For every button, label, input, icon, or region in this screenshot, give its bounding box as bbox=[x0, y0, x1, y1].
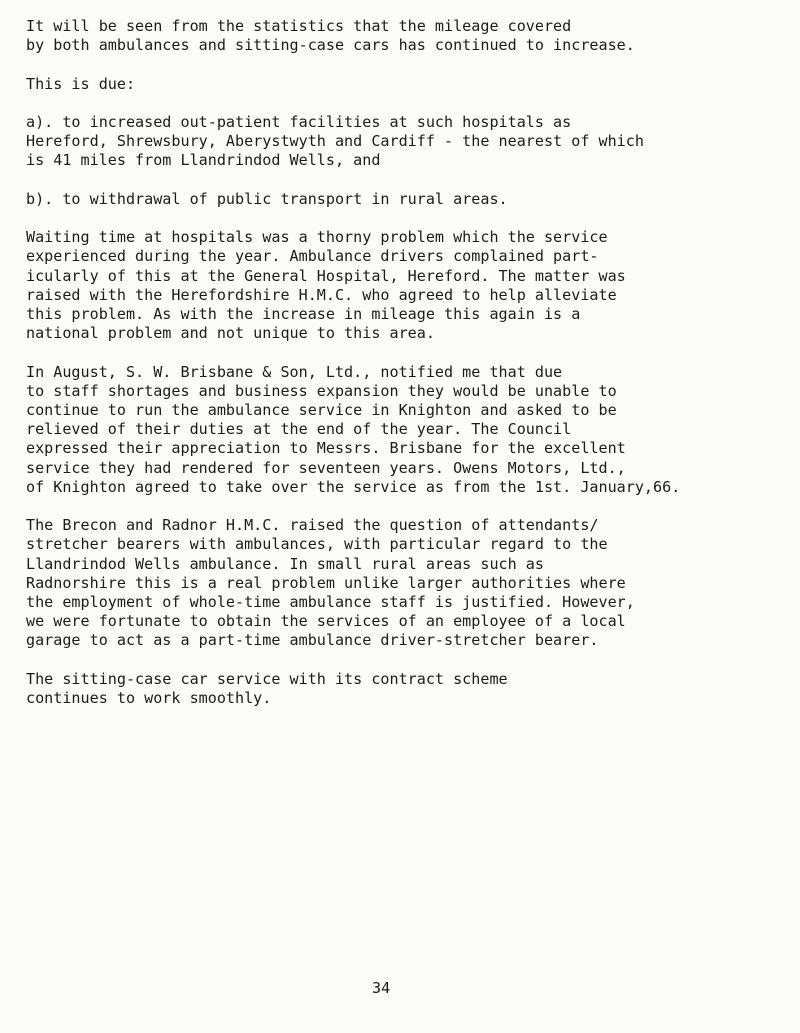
paragraph-mileage-intro: It will be seen from the statistics that the mileage covered by both ambulances and sitting-case cars has continued to increase. bbox=[26, 17, 635, 55]
paragraph-waiting-time: Waiting time at hospitals was a thorny problem which the service experienced during the year. Ambulance drivers complained part- icularly of this at the General Hospital, Hereford. The matter was raised with the Herefordshire H.M.C. who agreed to help alleviate this problem. As with the increase in mileage this again is a national problem and not unique to this area. bbox=[26, 228, 626, 343]
paragraph-reason-b: b). to withdrawal of public transport in rural areas. bbox=[26, 189, 508, 208]
paragraph-reason-a: a). to increased out-patient facilities at such hospitals as Hereford, Shrewsbury, Aberystwyth and Cardiff - the nearest of which is 41 miles from Llandrindod Wells, and bbox=[26, 112, 644, 170]
page-number: 34 bbox=[372, 979, 391, 997]
body-text bbox=[26, 17, 786, 727]
paragraph-stretcher-bearers: The Brecon and Radnor H.M.C. raised the question of attendants/ stretcher bearers with ambulances, with particular regard to the Llandrindod Wells ambulance. In small rural areas such as Radnorshire this is a real problem unlike larger authorities where the employment of whole-time ambulance staff is justified. However, we were fortunate to obtain the services of an employee of a local garage to act as a part-time ambulance driver-stretcher bearer. bbox=[26, 516, 635, 650]
paragraph-sitting-case-cars: The sitting-case car service with its contract scheme continues to work smoothly. bbox=[26, 669, 508, 707]
paragraph-this-is-due: This is due: bbox=[26, 74, 136, 93]
paragraph-knighton-service: In August, S. W. Brisbane & Son, Ltd., notified me that due to staff shortages and business expansion they would be unable to continue to run the ambulance service in Knighton and asked to be relieved of their duties at the end of the year. The Council expressed their appreciation to Messrs. Brisbane for the excellent service they had rendered for seventeen years. Owens Motors, Ltd., of Knighton agreed to take over the service as from the 1st. January,66. bbox=[26, 362, 681, 496]
